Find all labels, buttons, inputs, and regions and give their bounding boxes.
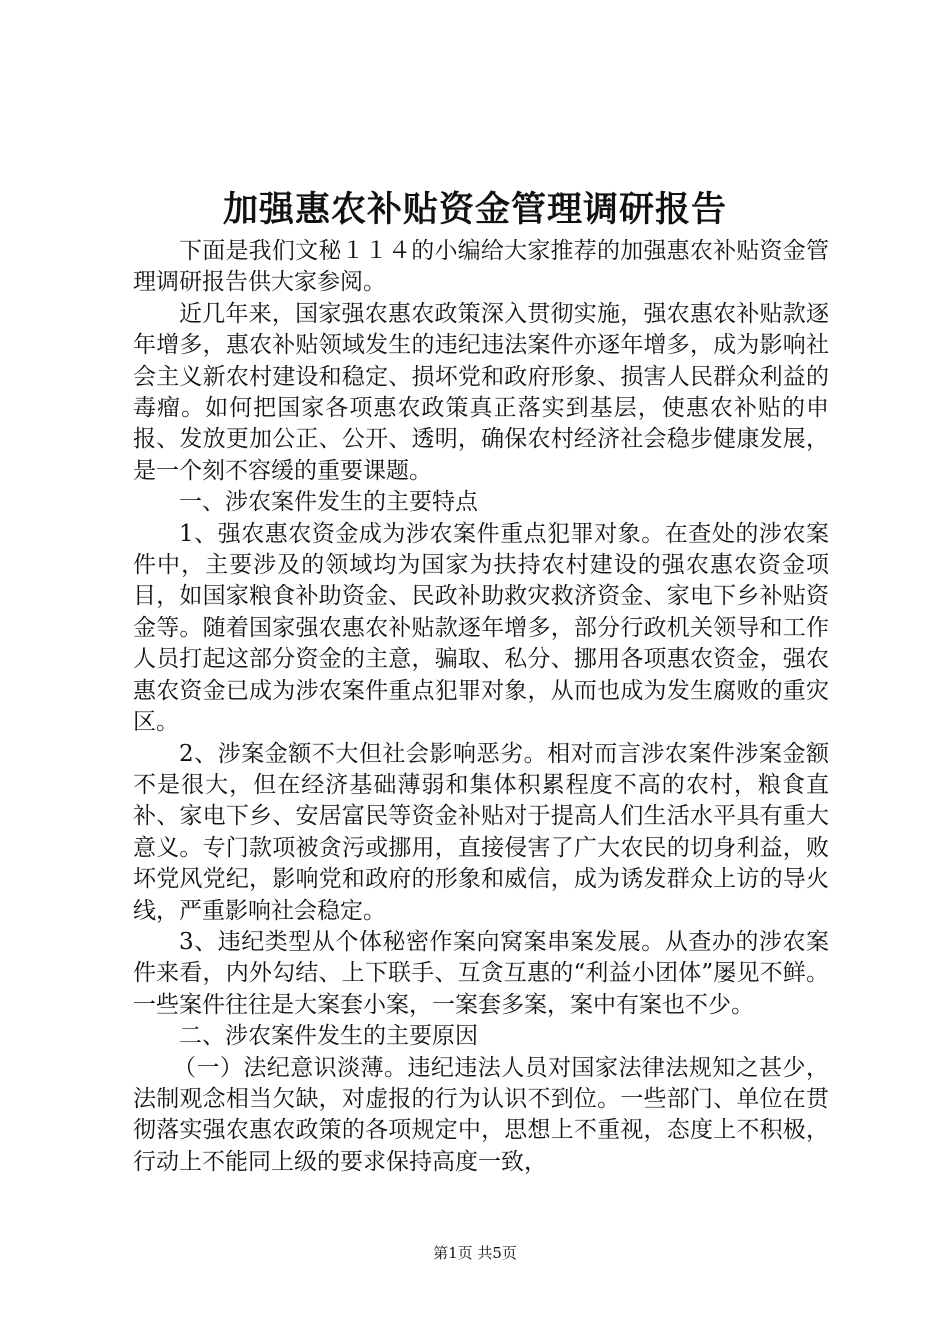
paragraph-intro: 下面是我们文秘１１４的小编给大家推荐的加强惠农补贴资金管理调研报告供大家参阅。 bbox=[133, 238, 829, 296]
paragraph-feature-1: 1、强农惠农资金成为涉农案件重点犯罪对象。在查处的涉农案件中，主要涉及的领域均为国家为扶持农村建设的强农惠农资金项目，如国家粮食补助资金、民政补助救灾救济资金、家电下乡补贴资金等。随着国家强农惠农补贴款逐年增多，部分行政机关领导和工作人员打起这部分资金的主意，骗取、私分、挪用各项惠农资金，强农惠农资金已成为涉农案件重点犯罪对象，从而也成为发生腐败的重灾区。 bbox=[133, 520, 829, 736]
paragraph-feature-2: 2、涉案金额不大但社会影响恶劣。相对而言涉农案件涉案金额不是很大，但在经济基础薄弱和集体积累程度不高的农村，粮食直补、家电下乡、安居富民等资金补贴对于提高人们生活水平具有重大意义。专门款项被贪污或挪用，直接侵害了广大农民的切身利益，败坏党风党纪，影响党和政府的形象和威信，成为诱发群众上访的导火线，严重影响社会稳定。 bbox=[133, 740, 829, 924]
section-heading-causes: 二、涉农案件发生的主要原因 bbox=[179, 1023, 478, 1050]
document-title: 加强惠农补贴资金管理调研报告 bbox=[222, 189, 727, 230]
paragraph-background: 近几年来，国家强农惠农政策深入贯彻实施，强农惠农补贴款逐年增多，惠农补贴领域发生的违纪违法案件亦逐年增多，成为影响社会主义新农村建设和稳定、损坏党和政府形象、损害人民群众利益的毒瘤。如何把国家各项惠农政策真正落实到基层，使惠农补贴的申报、发放更加公正、公开、透明，确保农村经济社会稳步健康发展，是一个刻不容缓的重要课题。 bbox=[133, 300, 829, 484]
document-body bbox=[133, 236, 829, 1178]
paragraph-cause-1: （一）法纪意识淡薄。违纪违法人员对国家法律法规知之甚少，法制观念相当欠缺，对虚报的行为认识不到位。一些部门、单位在贯彻落实强农惠农政策的各项规定中，思想上不重视，态度上不积极，行动上不能同上级的要求保持高度一致， bbox=[133, 1054, 829, 1175]
page-footer: 第1页 共5页 bbox=[433, 1244, 517, 1262]
paragraph-feature-3: 3、违纪类型从个体秘密作案向窝案串案发展。从查办的涉农案件来看，内外勾结、上下联手、互贪互惠的“利益小团体”屡见不鲜。一些案件往往是大案套小案，一案套多案，案中有案也不少。 bbox=[133, 928, 829, 1018]
section-heading-features: 一、涉农案件发生的主要特点 bbox=[179, 489, 478, 516]
